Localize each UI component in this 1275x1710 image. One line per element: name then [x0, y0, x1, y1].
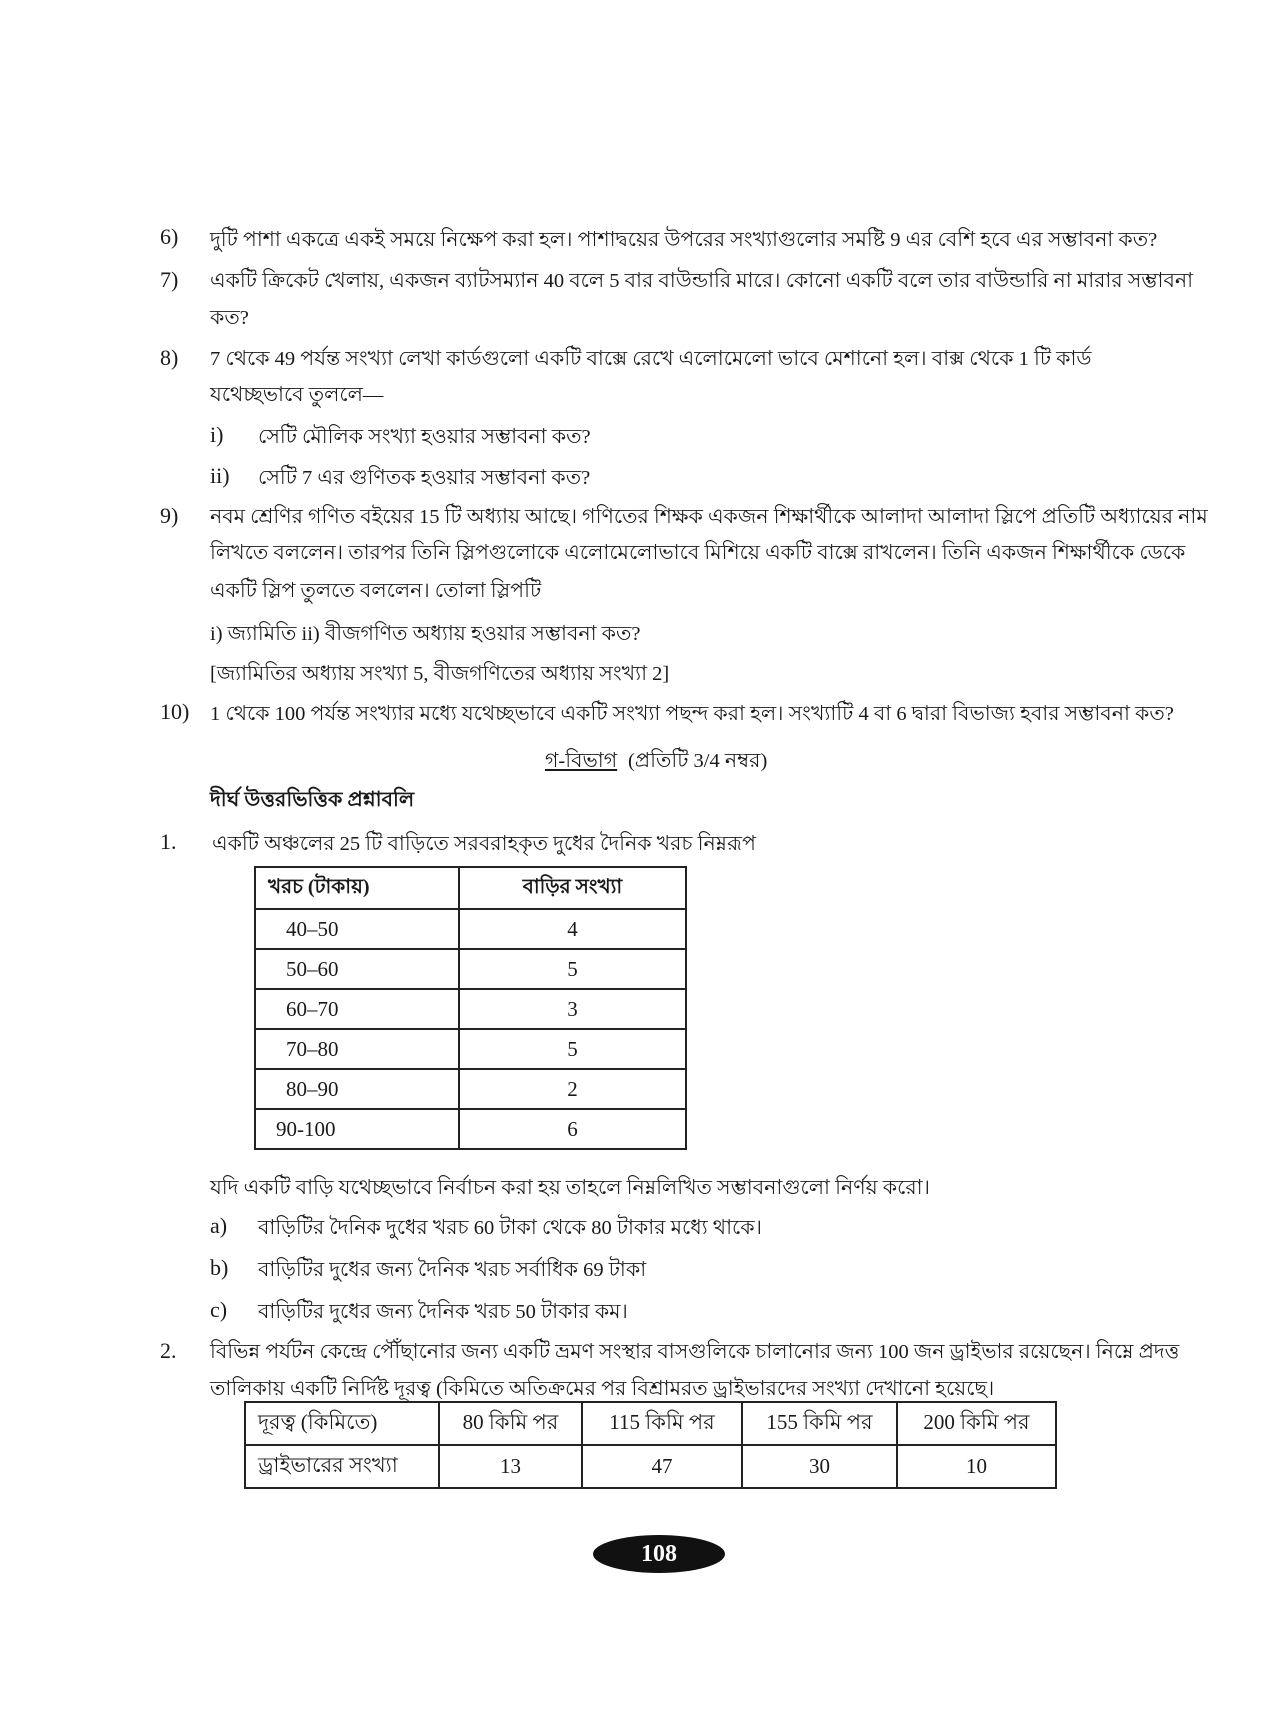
drivers-table — [244, 1401, 1057, 1489]
table-header-cost: খরচ (টাকায়) — [255, 867, 459, 909]
table-row — [255, 1109, 686, 1149]
table-cell-label: ড্রাইভারের সংখ্যা — [245, 1445, 439, 1488]
option-b-label: b) — [210, 1255, 229, 1280]
table-cell: 115 কিমি পর — [582, 1402, 742, 1445]
question-7-number: 7) — [160, 267, 179, 292]
table-cell-houses: 6 — [459, 1109, 686, 1149]
table-cell: 30 — [742, 1445, 897, 1488]
question-9-line3: একটি স্লিপ তুলতে বললেন। তোলা স্লিপটি — [210, 580, 542, 602]
table-cell-label: দূরত্ব (কিমিতে) — [245, 1402, 439, 1445]
milk-cost-table — [254, 866, 687, 1150]
table-cell: 155 কিমি পর — [742, 1402, 897, 1445]
long-question-2-line2: তালিকায় একটি নির্দিষ্ট দূরত্ব (কিমিতে অতিক্রমের পর বিশ্রামরত ড্রাইভারদের সংখ্যা দেখানো হয়েছে। — [210, 1378, 995, 1400]
table-header-houses: বাড়ির সংখ্যা — [459, 867, 686, 909]
option-a-label: a) — [210, 1213, 228, 1238]
question-8-number: 8) — [160, 345, 179, 370]
option-b-text: বাড়িটির দুধের জন্য দৈনিক খরচ সর্বাধিক 69 টাকা — [258, 1259, 647, 1281]
table-cell-cost: 70–80 — [255, 1029, 459, 1069]
long-question-1-prompt: যদি একটি বাড়ি যথেচ্ছভাবে নির্বাচন করা হয় তাহলে নিম্নলিখিত সম্ভাবনাগুলো নির্ণয় করো। — [210, 1177, 930, 1199]
question-6-text: দুটি পাশা একত্রে একই সময়ে নিক্ষেপ করা হল। পাশাদ্বয়ের উপরের সংখ্যাগুলোর সমষ্টি 9 এর বেশি হবে এর সম্ভাবনা কত? — [210, 229, 1158, 251]
question-8-sub2: সেটি 7 এর গুণিতক হওয়ার সম্ভাবনা কত? — [258, 467, 591, 489]
table-cell: 47 — [582, 1445, 742, 1488]
question-9-line4: i) জ্যামিতি ii) বীজগণিত অধ্যায় হওয়ার সম্ভাবনা কত? — [210, 623, 641, 645]
question-9-line5: [জ্যামিতির অধ্যায় সংখ্যা 5, বীজগণিতের অধ্যায় সংখ্যা 2] — [210, 663, 670, 685]
table-row — [245, 1402, 1056, 1445]
page-number: 108 — [593, 1535, 725, 1573]
table-cell-houses: 2 — [459, 1069, 686, 1109]
question-8-sub2-number: ii) — [210, 463, 230, 488]
table-cell: 80 কিমি পর — [439, 1402, 582, 1445]
table-cell-cost: 90-100 — [255, 1109, 459, 1149]
table-cell-cost: 60–70 — [255, 989, 459, 1029]
table-cell: 13 — [439, 1445, 582, 1488]
table-cell-houses: 4 — [459, 909, 686, 949]
table-row — [245, 1445, 1056, 1488]
long-question-1-number: 1. — [160, 829, 177, 854]
table-row — [255, 989, 686, 1029]
option-c-text: বাড়িটির দুধের জন্য দৈনিক খরচ 50 টাকার কম। — [258, 1301, 628, 1323]
table-header-row — [255, 867, 686, 909]
question-8-line2: যথেচ্ছভাবে তুললে— — [210, 384, 384, 406]
long-question-2-line1: বিভিন্ন পর্যটন কেন্দ্রে পৌঁছানোর জন্য একটি ভ্রমণ সংস্থার বাসগুলিকে চালানোর জন্য 100 জন ড্রাইভার রয়েছেন। নিম্নে প্রদত্ত — [210, 1341, 1180, 1363]
section-marks: (প্রতিটি 3/4 নম্বর) — [628, 750, 768, 772]
question-10-number: 10) — [160, 699, 190, 724]
question-8-sub1: সেটি মৌলিক সংখ্যা হওয়ার সম্ভাবনা কত? — [258, 426, 591, 448]
table-row — [255, 949, 686, 989]
table-row — [255, 909, 686, 949]
table-row — [255, 1029, 686, 1069]
option-a-text: বাড়িটির দৈনিক দুধের খরচ 60 টাকা থেকে 80 টাকার মধ্যে থাকে। — [258, 1217, 762, 1239]
question-9-line2: লিখতে বললেন। তারপর তিনি স্লিপগুলোকে এলোমেলোভাবে মিশিয়ে একটি বাক্সে রাখলেন। তিনি একজন শিক্ষার্থীকে ডেকে — [210, 542, 1186, 564]
table-cell: 10 — [897, 1445, 1056, 1488]
table-cell: 200 কিমি পর — [897, 1402, 1056, 1445]
long-question-2-number: 2. — [160, 1338, 177, 1363]
question-10-text: 1 থেকে 100 পর্যন্ত সংখ্যার মধ্যে যথেচ্ছভাবে একটি সংখ্যা পছন্দ করা হল। সংখ্যাটি 4 বা 6 দ্বারা বিভাজ্য হবার সম্ভাবনা কত? — [210, 703, 1174, 725]
option-c-label: c) — [210, 1297, 228, 1322]
table-cell-cost: 40–50 — [255, 909, 459, 949]
question-8-line1: 7 থেকে 49 পর্যন্ত সংখ্যা লেখা কার্ডগুলো একটি বাক্সে রেখে এলোমেলো ভাবে মেশানো হল। বাক্স থেকে 1 টি কার্ড — [210, 348, 1092, 370]
question-7-line1: একটি ক্রিকেট খেলায়, একজন ব্যাটসম্যান 40 বলে 5 বার বাউন্ডারি মারে। কোনো একটি বলে তার বাউন্ডারি না মারার সম্ভাবনা — [210, 270, 1194, 292]
table-row — [255, 1069, 686, 1109]
question-9-line1: নবম শ্রেণির গণিত বইয়ের 15 টি অধ্যায় আছে। গণিতের শিক্ষক একজন শিক্ষার্থীকে আলাদা আলাদা স্লিপে প্রতিটি অধ্যায়ের নাম — [210, 506, 1208, 528]
table-cell-houses: 5 — [459, 1029, 686, 1069]
question-7-line2: কত? — [210, 307, 249, 329]
section-subtitle: দীর্ঘ উত্তরভিত্তিক প্রশ্নাবলি — [210, 789, 415, 811]
table-cell-houses: 3 — [459, 989, 686, 1029]
section-title: গ-বিভাগ — [545, 750, 618, 772]
table-cell-cost: 80–90 — [255, 1069, 459, 1109]
question-6-number: 6) — [160, 224, 179, 249]
question-8-sub1-number: i) — [210, 422, 224, 447]
table-cell-houses: 5 — [459, 949, 686, 989]
table-cell-cost: 50–60 — [255, 949, 459, 989]
long-question-1-intro: একটি অঞ্চলের 25 টি বাড়িতে সরবরাহকৃত দুধের দৈনিক খরচ নিম্নরূপ — [212, 833, 756, 855]
question-9-number: 9) — [160, 503, 179, 528]
